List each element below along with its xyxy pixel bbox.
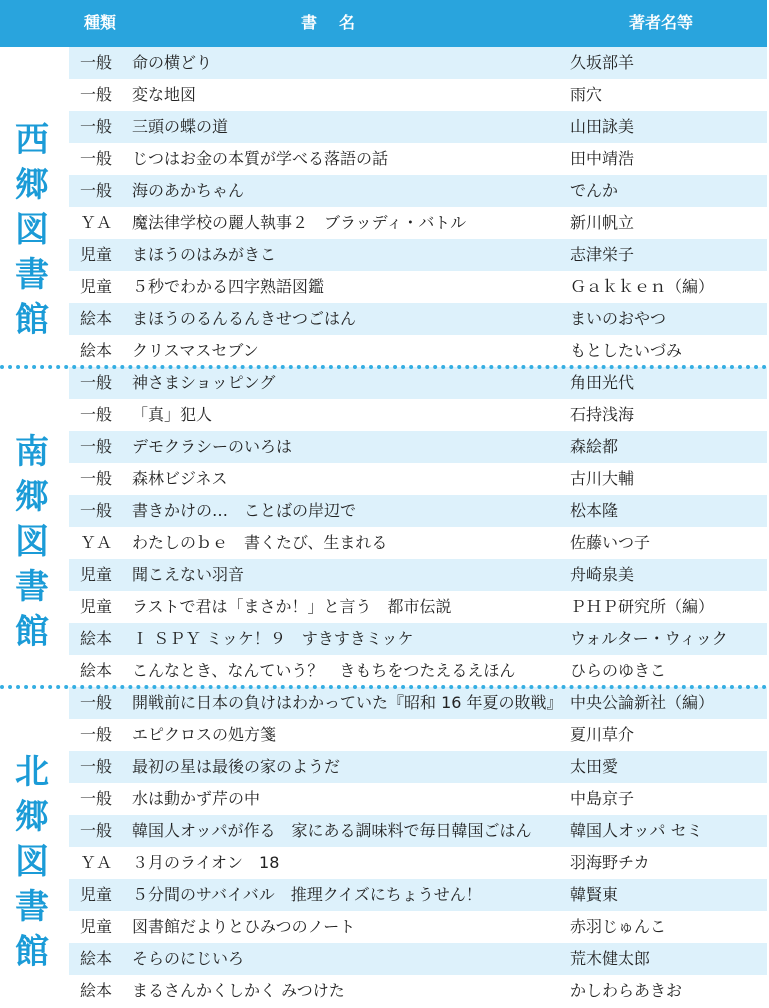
book-category: 一般 [80, 405, 113, 424]
table-row [69, 47, 767, 79]
book-rows [69, 687, 767, 1007]
table-row [69, 847, 767, 879]
book-title: 聞こえない羽音 [132, 565, 245, 584]
table-row [69, 591, 767, 623]
book-author: 中島京子 [570, 789, 635, 808]
section-divider [0, 685, 767, 689]
book-category: 児童 [80, 885, 113, 904]
book-category: 児童 [80, 565, 113, 584]
table-row [69, 239, 767, 271]
book-category: 一般 [80, 117, 113, 136]
table-row [69, 911, 767, 943]
book-title: 命の横どり [132, 53, 213, 72]
book-author: 雨穴 [570, 85, 603, 104]
book-title: エピクロスの処方箋 [132, 725, 277, 744]
book-title: 森林ビジネス [132, 469, 228, 488]
book-category: 児童 [80, 917, 113, 936]
book-category: 一般 [80, 693, 113, 712]
table-row [69, 175, 767, 207]
book-title: こんなとき、なんていう？ きもちをつたえるえほん [132, 661, 516, 680]
table-row [69, 623, 767, 655]
book-category: 一般 [80, 53, 113, 72]
book-author: Ｇａｋｋｅｎ（編） [570, 277, 715, 296]
header-title: 書名 [301, 13, 378, 32]
book-title: 図書館だよりとひみつのノート [132, 917, 356, 936]
book-author: 荒木健太郎 [570, 949, 651, 968]
book-category: 絵本 [80, 661, 113, 680]
table-row [69, 143, 767, 175]
book-title: まほうのるんるんきせつごはん [132, 309, 357, 328]
book-title: 書きかけの… ことばの岸辺で [132, 501, 357, 520]
book-author: 赤羽じゅんこ [570, 917, 667, 936]
book-category: 一般 [80, 181, 113, 200]
table-row [69, 399, 767, 431]
book-author: 夏川草介 [570, 725, 635, 744]
book-author: でんか [570, 181, 619, 200]
book-category: 児童 [80, 277, 113, 296]
book-category: ＹＡ [80, 853, 113, 872]
table-row [69, 367, 767, 399]
book-author: 舟崎泉美 [570, 565, 635, 584]
book-category: 一般 [80, 725, 113, 744]
library-name: 北 郷 図 書 館 [15, 752, 49, 972]
book-author: 田中靖浩 [570, 149, 635, 168]
book-category: ＹＡ [80, 533, 113, 552]
book-title: 海のあかちゃん [132, 181, 245, 200]
book-rows [69, 47, 767, 367]
book-category: 絵本 [80, 341, 113, 360]
book-category: 一般 [80, 789, 113, 808]
book-title: わたしのｂｅ 書くたび、生まれる [132, 533, 388, 552]
library-section [0, 367, 767, 687]
book-category: 一般 [80, 149, 113, 168]
table-row [69, 655, 767, 687]
book-author: 森絵都 [570, 437, 619, 456]
book-title: 水は動かず芹の中 [132, 789, 261, 808]
book-title: 魔法律学校の麗人執事２ ブラッディ・バトル [132, 213, 467, 232]
book-category: 児童 [80, 245, 113, 264]
book-category: 一般 [80, 437, 113, 456]
book-title: Ｉ ＳＰＹ ミッケ！９ すきすきミッケ [132, 629, 414, 648]
book-category: 一般 [80, 757, 113, 776]
book-author: 佐藤いつ子 [570, 533, 651, 552]
table-row [69, 463, 767, 495]
book-category: 絵本 [80, 981, 113, 1000]
table-row [69, 431, 767, 463]
library-name: 西 郷 図 書 館 [15, 120, 49, 340]
book-author: 松本隆 [570, 501, 619, 520]
table-row [69, 79, 767, 111]
table-row [69, 527, 767, 559]
book-title: ５分間のサバイバル 推理クイズにちょうせん！ [132, 885, 482, 904]
book-author: もとしたいづみ [570, 341, 683, 360]
table-header [0, 0, 767, 47]
book-title: ５秒でわかる四字熟語図鑑 [132, 277, 325, 296]
library-name: 南 郷 図 書 館 [15, 432, 49, 652]
table-row [69, 975, 767, 1007]
book-category: 一般 [80, 501, 113, 520]
book-author: 角田光代 [570, 373, 635, 392]
table-row [69, 559, 767, 591]
book-category: ＹＡ [80, 213, 113, 232]
book-title: 韓国人オッパが作る 家にある調味料で毎日韓国ごはん [132, 821, 532, 840]
book-title: 開戦前に日本の負けはわかっていた『昭和 16 年夏の敗戦』 [132, 693, 563, 712]
book-author: まいのおやつ [570, 309, 667, 328]
table-row [69, 495, 767, 527]
book-author: かしわらあきお [570, 981, 683, 1000]
book-author: 古川大輔 [570, 469, 635, 488]
library-section [0, 687, 767, 1007]
table-row [69, 303, 767, 335]
library-section [0, 47, 767, 367]
book-title: 三頭の蝶の道 [132, 117, 229, 136]
table-row [69, 111, 767, 143]
header-author: 著者名等 [629, 13, 694, 32]
table-row [69, 687, 767, 719]
book-author: 羽海野チカ [570, 853, 650, 872]
book-title: 変な地図 [132, 85, 197, 104]
book-title: ３月のライオン 18 [132, 853, 280, 872]
table-row [69, 335, 767, 367]
book-author: ウォルター・ウィック [570, 629, 728, 648]
table-row [69, 815, 767, 847]
book-author: 韓賢東 [570, 885, 619, 904]
book-author: ＰＨＰ研究所（編） [570, 597, 715, 616]
book-title: 神さまショッピング [132, 373, 276, 392]
book-author: ひらのゆきこ [570, 661, 667, 680]
table-row [69, 719, 767, 751]
book-title: クリスマスセブン [132, 341, 259, 360]
book-author: 中央公論新社（編） [570, 693, 715, 712]
header-type: 種類 [84, 13, 117, 32]
book-category: 児童 [80, 597, 113, 616]
book-author: 山田詠美 [570, 117, 635, 136]
book-author: 志津栄子 [570, 245, 635, 264]
book-category: 一般 [80, 373, 113, 392]
book-category: 一般 [80, 469, 113, 488]
book-author: 新川帆立 [570, 213, 635, 232]
book-rows [69, 367, 767, 687]
book-title: デモクラシーのいろは [132, 437, 293, 456]
book-title: ラストで君は「まさか！」と言う 都市伝説 [132, 597, 452, 616]
book-category: 一般 [80, 821, 113, 840]
book-title: そらのにじいろ [132, 949, 245, 968]
book-category: 絵本 [80, 949, 113, 968]
book-title: じつはお金の本質が学べる落語の話 [132, 149, 389, 168]
book-title: 「真」犯人 [132, 405, 213, 424]
table-row [69, 271, 767, 303]
table-row [69, 207, 767, 239]
table-row [69, 879, 767, 911]
book-category: 絵本 [80, 629, 113, 648]
book-title: まるさんかくしかく みつけた [132, 981, 345, 1000]
table-row [69, 943, 767, 975]
book-author: 石持浅海 [570, 405, 635, 424]
table-row [69, 751, 767, 783]
book-category: 一般 [80, 85, 113, 104]
book-author: 久坂部羊 [570, 53, 635, 72]
book-author: 太田愛 [570, 757, 619, 776]
book-title: 最初の星は最後の家のようだ [132, 757, 341, 776]
book-title: まほうのはみがきこ [132, 245, 277, 264]
book-category: 絵本 [80, 309, 113, 328]
table-row [69, 783, 767, 815]
book-author: 韓国人オッパ セミ [570, 821, 703, 840]
section-divider [0, 365, 767, 369]
